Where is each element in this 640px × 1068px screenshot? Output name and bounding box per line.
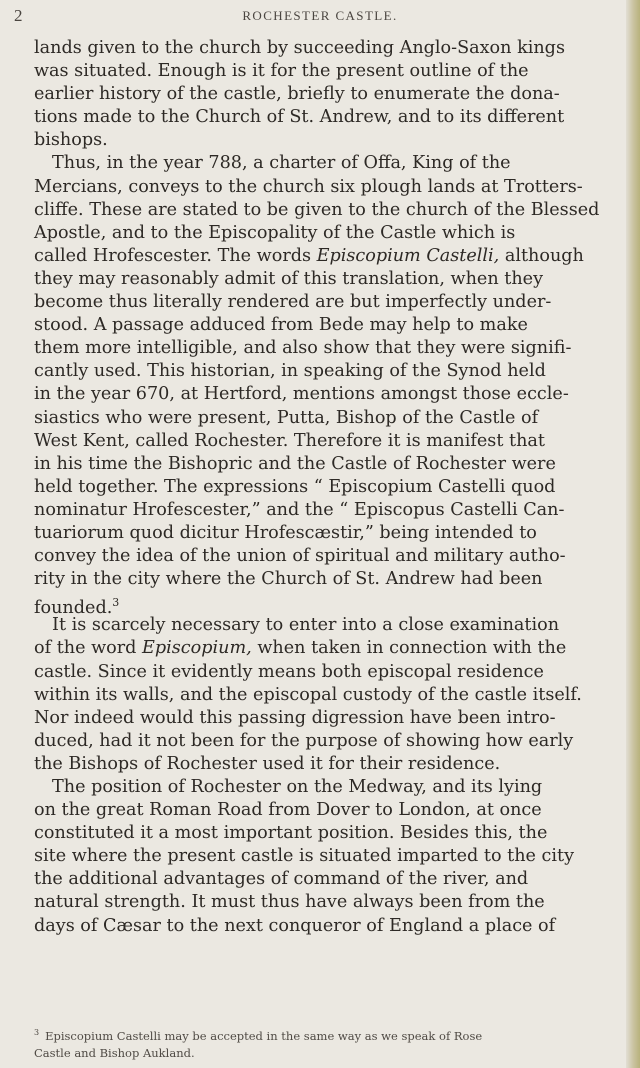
- text-line: cliffe. These are stated to be given to the church of the Blessed: [34, 199, 600, 220]
- text-line-with-italics: [34, 245, 618, 268]
- text-run: called Hrofescester. The words: [34, 245, 317, 266]
- text-run: of the word: [34, 638, 143, 659]
- text-run: founded.: [34, 598, 113, 619]
- text-line-with-footnote-ref: [34, 591, 618, 619]
- text-line: within its walls, and the episcopal custody of the castle itself.: [34, 684, 582, 705]
- page-header: [0, 6, 640, 28]
- text-line: It is scarcely necessary to enter into a close examination: [52, 615, 560, 636]
- text-line: bishops.: [34, 130, 108, 151]
- footnote-reference: 3: [112, 596, 120, 610]
- footnote-text: Episcopium Castelli may be accepted in the same way as we speak of Rose: [45, 1028, 483, 1043]
- footnote: [34, 1024, 624, 1062]
- text-line: constituted it a most important position. Besides this, the: [34, 823, 548, 844]
- text-line: tions made to the Church of St. Andrew, and to its different: [34, 107, 565, 128]
- text-line: castle. Since it evidently means both episcopal residence: [34, 661, 544, 682]
- text-line: earlier history of the castle, briefly to enumerate the dona-: [34, 84, 560, 105]
- text-line: site where the present castle is situated imparted to the city: [34, 846, 575, 867]
- text-line: in his time the Bishopric and the Castle of Rochester were: [34, 453, 556, 474]
- text-line: stood. A passage adduced from Bede may help to make: [34, 315, 528, 336]
- text-line: held together. The expressions “ Episcopium Castelli quod: [34, 476, 556, 497]
- text-line: convey the idea of the union of spiritual and military autho-: [34, 546, 566, 567]
- text-line: duced, had it not been for the purpose of showing how early: [34, 730, 574, 751]
- text-line: days of Cæsar to the next conqueror of England a place of: [34, 915, 556, 936]
- text-line: lands given to the church by succeeding Anglo-Saxon kings: [34, 38, 565, 58]
- text-line: become thus literally rendered are but imperfectly under-: [34, 292, 552, 313]
- text-line: The position of Rochester on the Medway, and its lying: [52, 777, 543, 797]
- text-line: they may reasonably admit of this translation, when they: [34, 268, 544, 289]
- text-line: rity in the city where the Church of St. Andrew had been: [34, 569, 543, 590]
- text-line: natural strength. It must thus have always been from the: [34, 892, 545, 913]
- text-line: Mercians, conveys to the church six plough lands at Trotters-: [34, 176, 583, 197]
- italic-term: Episcopium,: [142, 638, 252, 659]
- text-line: Thus, in the year 788, a charter of Offa, King of the: [52, 153, 511, 174]
- running-head: ROCHESTER CASTLE.: [242, 8, 398, 23]
- text-line: cantly used. This historian, in speaking of the Synod held: [34, 361, 546, 382]
- text-line: on the great Roman Road from Dover to London, at once: [34, 800, 542, 821]
- footnote-line: [34, 1024, 624, 1045]
- text-line: siastics who were present, Putta, Bishop of the Castle of: [34, 407, 539, 428]
- italic-term: Episcopium Castelli,: [316, 245, 500, 266]
- text-line-with-italics: [34, 637, 618, 660]
- page-edge-shadow: [626, 0, 640, 1068]
- text-run: although: [499, 245, 584, 266]
- text-line: was situated. Enough is it for the present outline of the: [34, 61, 529, 82]
- text-line: the Bishops of Rochester used it for their residence.: [34, 753, 501, 774]
- text-line: in the year 670, at Hertford, mentions amongst those eccle-: [34, 384, 569, 405]
- text-line: them more intelligible, and also show that they were signifi-: [34, 338, 572, 359]
- text-line: tuariorum quod dicitur Hrofescæstir,” being intended to: [34, 522, 537, 543]
- footnote-marker: 3: [34, 1028, 40, 1037]
- body-text: [34, 37, 618, 938]
- text-line: West Kent, called Rochester. Therefore it is manifest that: [34, 430, 545, 451]
- text-line: nominatur Hrofescester,” and the “ Episcopus Castelli Can-: [34, 499, 565, 520]
- page-number: 2: [14, 6, 23, 25]
- text-line: the additional advantages of command of the river, and: [34, 869, 529, 890]
- footnote-line: Castle and Bishop Aukland.: [34, 1045, 195, 1060]
- text-line: Nor indeed would this passing digression have been intro-: [34, 707, 556, 728]
- text-run: when taken in connection with the: [251, 638, 567, 659]
- text-line: Apostle, and to the Episcopality of the Castle which is: [34, 222, 516, 243]
